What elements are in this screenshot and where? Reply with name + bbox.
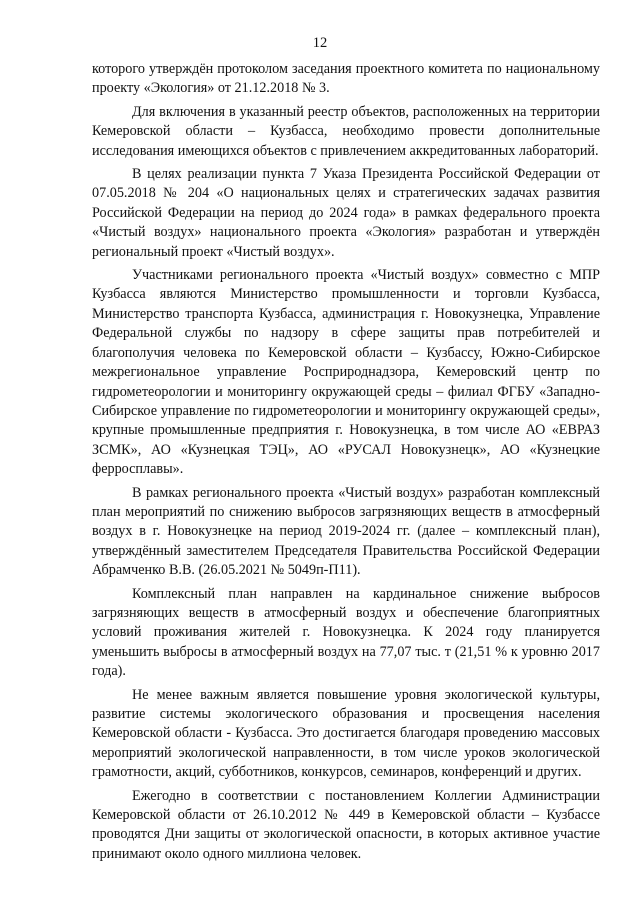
page-number: 12	[312, 35, 328, 51]
paragraph-registry-inclusion: Для включения в указанный реестр объектов, расположенных на территории Кемеровской области – Кузбасса, необходимо провести дополнительные исследования имеющихся объектов с привлечением аккредитованных лабораторий.	[92, 103, 600, 159]
paragraph-continuation: которого утверждён протоколом заседания проектного комитета по национальному проекту «Экология» от 21.12.2018 № 3.	[92, 61, 600, 97]
paragraph-comprehensive-plan: В рамках регионального проекта «Чистый воздух» разработан комплексный план мероприятий по снижению выбросов загрязняющих веществ в атмосферный воздух в г. Новокузнецке на период 2019-2024 гг. (далее – комплексный план), утверждённый заместителем Председателя Правительства Российской Федерации Абрамченко В.В. (26.05.2021 № 5049п-П11).	[92, 484, 600, 579]
document-body	[92, 60, 600, 868]
paragraph-project-participants: Участниками регионального проекта «Чистый воздух» совместно с МПР Кузбасса являются Министерство промышленности и торговли Кузбасса, Министерство транспорта Кузбасса, администрация г. Новокузнецка, Управление Федеральной службы по надзору в сфере защиты прав потребителей и благополучия человека по Кемеровской области – Кузбассу, Южно-Сибирское межрегиональное управление Росприроднадзора, Кемеровский центр по гидрометеорологии и мониторингу окружающей среды – филиал ФГБУ «Западно-Сибирское управление по гидрометеорологии и мониторингу окружающей среды», крупные промышленные предприятия г. Новокузнецка, в том числе АО «ЕВРАЗ ЗСМК», АО «Кузнецкая ТЭЦ», АО «РУСАЛ Новокузнецк», АО «Кузнецкие ферросплавы».	[92, 267, 600, 478]
paragraph-presidential-decree: В целях реализации пункта 7 Указа Президента Российской Федерации от 07.05.2018 № 204 «О национальных целях и стратегических задачах развития Российской Федерации на период до 2024 года» в рамках федерального проекта «Чистый воздух» национального проекта «Экология» разработан и утверждён региональный проект «Чистый воздух».	[92, 166, 600, 260]
paragraph-plan-goals: Комплексный план направлен на кардинальное снижение выбросов загрязняющих веществ в атмосферный воздух и обеспечение благоприятных условий проживания жителей г. Новокузнецка. К 2024 году планируется уменьшить выбросы в атмосферный воздух на 77,07 тыс. т (21,51 % к уровню 2017 года).	[92, 585, 600, 680]
paragraph-ecology-days: Ежегодно в соответствии с постановлением Коллегии Администрации Кемеровской области от 26.10.2012 № 449 в Кемеровской области – Кузбассе проводятся Дни защиты от экологической опасности, в которых активное участие принимают около одного миллиона человек.	[92, 787, 600, 862]
paragraph-ecological-culture: Не менее важным является повышение уровня экологической культуры, развитие системы экологического образования и просвещения населения Кемеровской области - Кузбасса. Это достигается благодаря проведению массовых мероприятий экологической направленности, в том числе уроков экологической грамотности, акций, субботников, конкурсов, семинаров, конференций и других.	[92, 686, 600, 781]
